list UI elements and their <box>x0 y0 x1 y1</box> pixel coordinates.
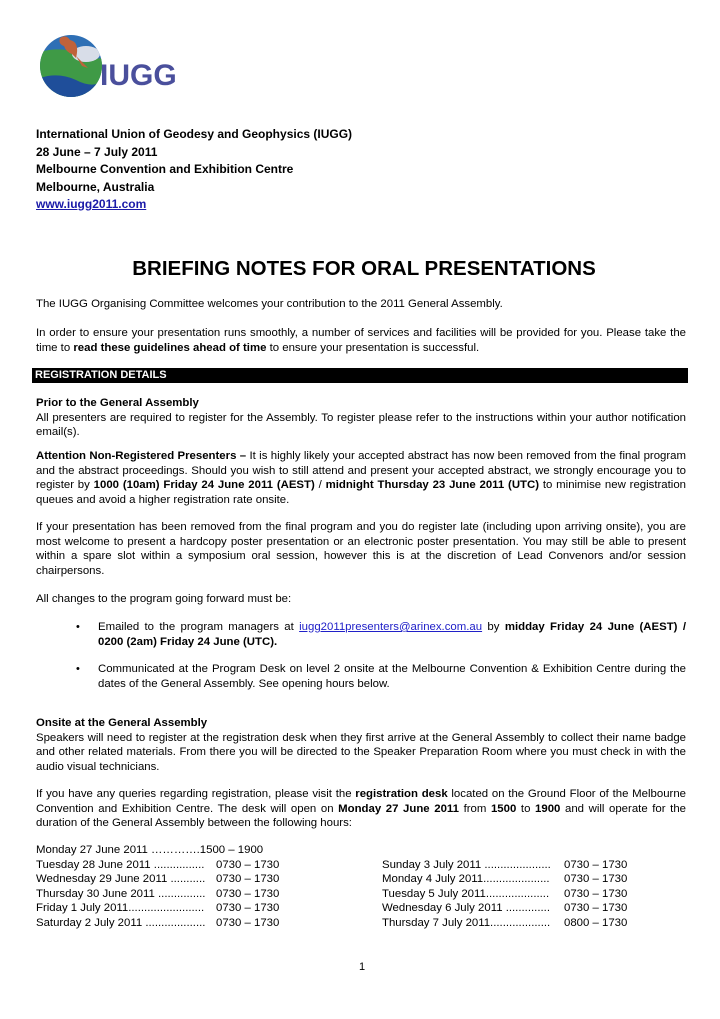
hours-left-day: Friday 1 July 2011........................ <box>36 902 205 915</box>
hours-right-time: 0730 – 1730 <box>564 858 628 871</box>
hours-right-time: 0730 – 1730 <box>564 887 628 900</box>
page-number: 1 <box>358 961 366 973</box>
late-registration-paragraph: If your presentation has been removed from the final program and you do register late (including upon arriving onsite), you are most welcome to present a hardcopy poster presentation or an electronic poster presentation. You may still be able to present within a spare slot within a symposium oral session, however this is at the discretion of Lead Convenors and/or session chairpersons. <box>36 521 686 577</box>
intro-paragraph-1: The IUGG Organising Committee welcomes your contribution to the 2011 General Assembly. <box>36 298 503 310</box>
bullet-program-desk: Communicated at the Program Desk on level 2 onsite at the Melbourne Convention & Exhibition Centre during the dates of the General Assembly. See opening hours below. <box>98 663 686 690</box>
section-bar-registration: REGISTRATION DETAILS <box>32 368 688 383</box>
onsite-heading: Onsite at the General Assembly <box>36 717 208 729</box>
hours-right-time: 0730 – 1730 <box>564 873 628 886</box>
prior-section <box>36 396 686 440</box>
hours-left-time: 0730 – 1730 <box>216 902 280 915</box>
hours-row <box>36 901 686 916</box>
hours-left-time: 0730 – 1730 <box>216 873 280 886</box>
changes-intro: All changes to the program going forward must be: <box>36 593 292 605</box>
venue-name: Melbourne Convention and Exhibition Centre <box>36 162 294 176</box>
bullet-glyph: • <box>76 621 80 633</box>
hours-first-entry: Monday 27 June 2011 ………….1500 – 1900 <box>36 844 264 856</box>
onsite-section <box>36 716 686 774</box>
hours-left-time: 0730 – 1730 <box>216 858 280 871</box>
hours-left-day: Wednesday 29 June 2011 ........... <box>36 873 206 886</box>
hours-right-time: 0730 – 1730 <box>564 902 628 915</box>
organization-header <box>36 126 352 214</box>
hours-left-day: Thursday 30 June 2011 ............... <box>36 887 206 900</box>
hours-right-day: Tuesday 5 July 2011.................... <box>382 887 550 900</box>
logo-text: IUGG <box>100 59 177 92</box>
prior-heading: Prior to the General Assembly <box>36 397 199 409</box>
bullet-glyph: • <box>76 663 80 675</box>
hours-left-day: Tuesday 28 June 2011 ................ <box>36 858 205 871</box>
city-name: Melbourne, Australia <box>36 179 155 194</box>
hours-right-day: Sunday 3 July 2011 ..................... <box>382 858 551 871</box>
hours-row <box>36 872 686 887</box>
hours-left-time: 0730 – 1730 <box>216 917 280 929</box>
hours-row <box>36 887 686 902</box>
hours-right-day: Wednesday 6 July 2011 .............. <box>382 902 550 915</box>
hours-left-time: 0730 – 1730 <box>216 887 280 900</box>
hours-row-first <box>36 843 686 858</box>
presenters-email-link[interactable]: iugg2011presenters@arinex.com.au <box>299 621 483 633</box>
bullet-email: Emailed to the program managers at iugg2011presenters@arinex.com.au by midday Friday 24 June (AEST) / 0200 (2am) Friday 24 June (UTC). <box>98 621 686 648</box>
document-title: BRIEFING NOTES FOR ORAL PRESENTATIONS <box>132 257 596 280</box>
intro-paragraph-2: In order to ensure your presentation runs smoothly, a number of services and facilities will be provided for you. Please take the time to read these guidelines ahead of time to ensure your presentation is successful. <box>36 327 686 354</box>
website-link[interactable]: www.iugg2011.com <box>36 197 147 211</box>
hours-row <box>36 858 686 873</box>
onsite-text: Speakers will need to register at the registration desk when they first arrive at the General Assembly to collect their name badge and other related materials. From there you will be directed to the Speaker Preparation Room where you must check in with the audio visual technicians. <box>36 731 686 773</box>
prior-text: All presenters are required to register for the Assembly. To register please refer to the instructions within your author notification email(s). <box>36 411 686 439</box>
iugg-logo <box>36 32 186 98</box>
queries-paragraph: If you have any queries regarding registration, please visit the registration desk located on the Ground Floor of the Melbourne Convention and Exhibition Centre. The desk will open on Monday 27 June 2011 from 1500 to 1900 and will operate for the duration of the General Assembly between the following hours: <box>36 788 686 830</box>
attention-paragraph: Attention Non-Registered Presenters – It is highly likely your accepted abstract has now been removed from the final program and the abstract proceedings. Should you wish to still attend and present your accepted abstract, we strongly encourage you to register by 1000 (10am) Friday 24 June 2011 (AEST) / midnight Thursday 23 June 2011 (UTC) to minimise new registration queues and avoid a higher registration rate onsite. <box>36 450 686 506</box>
hours-right-day: Thursday 7 July 2011................... <box>382 917 551 929</box>
hours-right-day: Monday 4 July 2011..................... <box>382 873 550 886</box>
hours-left-day: Saturday 2 July 2011 ................... <box>36 917 206 929</box>
hours-row <box>36 916 686 931</box>
hours-right-time: 0800 – 1730 <box>564 917 628 929</box>
org-name: International Union of Geodesy and Geophysics (IUGG) <box>36 127 353 141</box>
event-dates: 28 June – 7 July 2011 <box>36 144 158 159</box>
